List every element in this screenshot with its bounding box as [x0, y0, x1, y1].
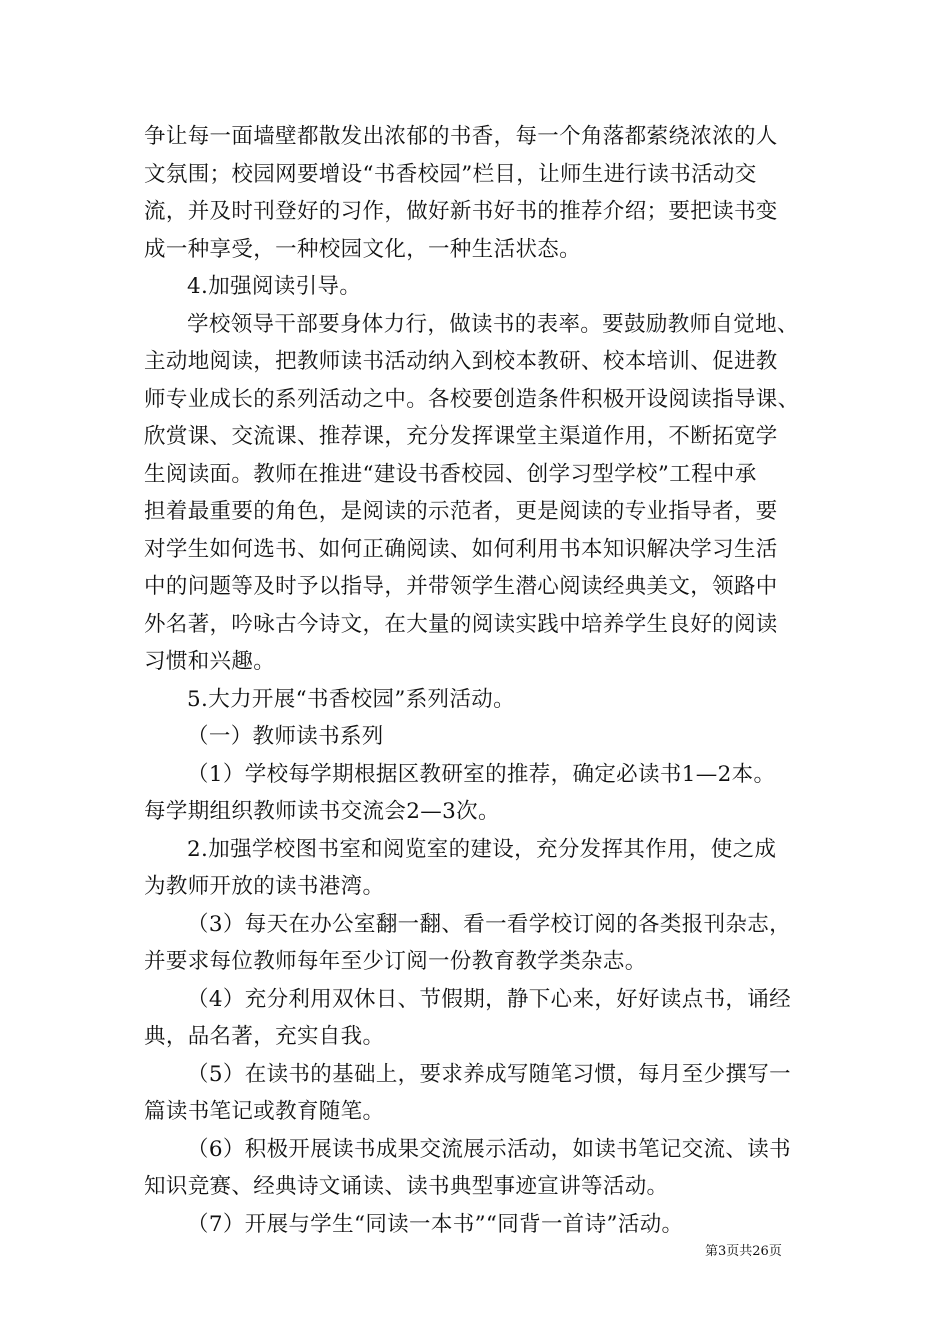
text-line: 典，品名著，充实自我。 — [144, 1024, 385, 1049]
text-line: 知识竞赛、经典诗文诵读、读书典型事迹宣讲等活动。 — [144, 1174, 669, 1199]
text-line: 生阅读面。教师在推进“建设书香校园、创学习型学校”工程中承 — [144, 461, 757, 487]
text-line: 成一种享受，一种校园文化，一种生活状态。 — [144, 236, 582, 262]
text-line: 学校领导干部要身体力行，做读书的表率。要鼓励教师自觉地、 — [187, 311, 799, 337]
text-line: （5）在读书的基础上，要求养成写随笔习惯，每月至少撰写一 — [187, 1061, 791, 1087]
text-line: 2.加强学校图书室和阅览室的建设，充分发挥其作用，使之成 — [187, 836, 777, 862]
page-number-footer: 第3页共26页 — [705, 1244, 782, 1259]
text-line: 欣赏课、交流课、推荐课，充分发挥课堂主渠道作用，不断拓宽学 — [144, 424, 778, 449]
text-line: （7）开展与学生“同读一本书”“同背一首诗”活动。 — [187, 1211, 684, 1237]
text-line: （6）积极开展读书成果交流展示活动，如读书笔记交流、读书 — [187, 1136, 791, 1162]
text-line: 习惯和兴趣。 — [144, 649, 276, 674]
text-line: 争让每一面墙壁都散发出浓郁的书香，每一个角落都萦绕浓浓的人 — [144, 124, 778, 149]
text-line: 对学生如何选书、如何正确阅读、如何利用书本知识解决学习生活 — [144, 536, 778, 562]
text-line: 中的问题等及时予以指导，并带领学生潜心阅读经典美文，领路中 — [144, 574, 778, 599]
document-body — [144, 118, 824, 1243]
text-line: 5.大力开展“书香校园”系列活动。 — [187, 686, 515, 712]
text-line: 每学期组织教师读书交流会2—3次。 — [144, 799, 500, 824]
text-line: （1）学校每学期根据区教研室的推荐，确定必读书1—2本。 — [187, 761, 776, 787]
text-line: 篇读书笔记或教育随笔。 — [144, 1099, 385, 1124]
text-line: （3）每天在办公室翻一翻、看一看学校订阅的各类报刊杂志， — [187, 911, 791, 937]
text-line: 为教师开放的读书港湾。 — [144, 874, 385, 899]
text-line: 流，并及时刊登好的习作，做好新书好书的推荐介绍；要把读书变 — [144, 199, 778, 224]
text-line: （4）充分利用双休日、节假期，静下心来，好好读点书，诵经 — [187, 986, 791, 1012]
text-line: 并要求每位教师每年至少订阅一份教育教学类杂志。 — [144, 949, 647, 974]
text-line: 4.加强阅读引导。 — [187, 274, 362, 299]
text-line: 主动地阅读，把教师读书活动纳入到校本教研、校本培训、促进教 — [144, 349, 778, 374]
text-line: 担着最重要的角色，是阅读的示范者，更是阅读的专业指导者，要 — [144, 499, 778, 524]
text-line: 外名著，吟咏古今诗文，在大量的阅读实践中培养学生良好的阅读 — [144, 611, 778, 637]
text-line: 师专业成长的系列活动之中。各校要创造条件积极开设阅读指导课、 — [144, 386, 800, 412]
text-line: 文氛围；校园网要增设“书香校园”栏目，让师生进行读书活动交 — [144, 161, 757, 187]
text-line: （一）教师读书系列 — [187, 724, 384, 749]
